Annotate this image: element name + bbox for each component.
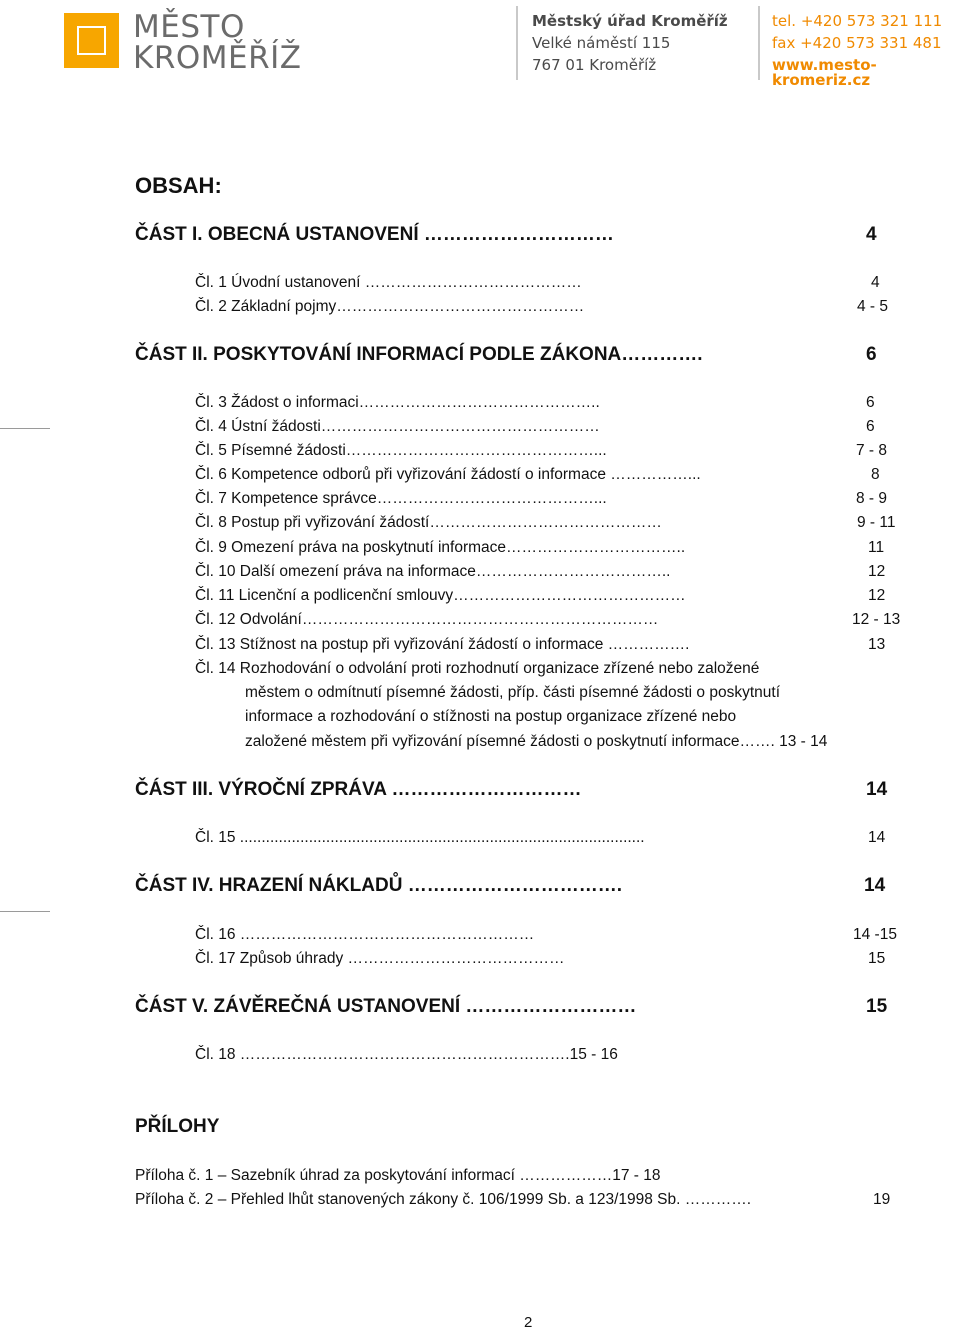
toc-item-page: 7 - 8 <box>856 442 888 459</box>
address-line-3: 767 01 Kroměříž <box>532 56 657 74</box>
toc-item[interactable]: Čl. 1 Úvodní ustanovení …………………………………… <box>195 274 582 291</box>
part-label: ČÁST V. ZÁVĚREČNÁ USTANOVENÍ ……………………… <box>135 996 637 1017</box>
toc-item-page: 12 <box>868 563 886 580</box>
toc-part-2[interactable] <box>135 344 703 366</box>
part-page: 14 <box>866 779 888 800</box>
toc-item[interactable]: Čl. 18 ……………………………………………………….15 - 16 <box>195 1046 618 1063</box>
part-label: ČÁST I. OBECNÁ USTANOVENÍ ………………………… <box>135 224 614 245</box>
logo-line-1: MĚSTO <box>133 9 245 45</box>
toc-item[interactable]: Čl. 9 Omezení práva na poskytnutí informace…………………………….. <box>195 539 686 556</box>
toc-item[interactable]: Čl. 13 Stížnost na postup při vyřizování žádostí o informace ……………. <box>195 636 690 653</box>
toc-item-page: 14 -15 <box>853 926 897 943</box>
part-page: 14 <box>864 875 886 896</box>
part-page: 6 <box>866 344 877 365</box>
header-divider <box>758 6 760 80</box>
phone-line: tel. +420 573 321 111 <box>772 12 943 30</box>
part-page: 15 <box>866 996 888 1017</box>
toc-item-page: 12 <box>868 587 886 604</box>
fax-line: fax +420 573 331 481 <box>772 34 942 52</box>
toc-item[interactable]: Čl. 3 Žádost o informaci……………………………………….. <box>195 394 600 411</box>
appendix-item-2[interactable]: Příloha č. 2 – Přehled lhůt stanovených zákony č. 106/1999 Sb. a 123/1998 Sb. …………. <box>135 1191 752 1208</box>
part-label: ČÁST II. POSKYTOVÁNÍ INFORMACÍ PODLE ZÁKONA…………. <box>135 344 703 365</box>
toc-item[interactable]: Čl. 11 Licenční a podlicenční smlouvy……………………………………… <box>195 587 686 604</box>
toc-item[interactable]: Čl. 10 Další omezení práva na informace……………………………….. <box>195 563 671 580</box>
toc-part-1[interactable] <box>135 224 614 246</box>
toc-item-continued: městem o odmítnutí písemné žádosti, příp. části písemné žádosti o poskytnutí <box>245 684 781 701</box>
toc-item-page: 4 <box>871 274 880 291</box>
appendix-item-page: 19 <box>873 1191 891 1208</box>
toc-item-page: 4 - 5 <box>857 298 889 315</box>
part-page: 4 <box>866 224 877 245</box>
toc-item-page: 9 - 11 <box>857 514 896 531</box>
toc-item-continued: informace a rozhodování o stížnosti na postup organizace zřízené nebo <box>245 708 737 725</box>
margin-mark <box>0 428 50 429</box>
margin-mark <box>0 911 50 912</box>
toc-item-page: 11 <box>868 539 885 556</box>
address-line-2: Velké náměstí 115 <box>532 34 671 52</box>
toc-item-page: 8 - 9 <box>856 490 888 507</box>
toc-item[interactable]: Čl. 15 .............................................................................................. <box>195 829 645 846</box>
appendix-item-1[interactable]: Příloha č. 1 – Sazebník úhrad za poskytování informací ………………17 - 18 <box>135 1167 661 1184</box>
logo-line-2: KROMĚŘÍŽ <box>133 40 302 76</box>
part-label: ČÁST IV. HRAZENÍ NÁKLADŮ ……………………………. <box>135 875 622 896</box>
website-link[interactable]: www.mesto-kromeriz.cz <box>772 56 877 89</box>
toc-item-continued: založené městem při vyřizování písemné žádosti o poskytnutí informace……. 13 - 14 <box>245 733 828 750</box>
toc-item-page: 6 <box>866 394 875 411</box>
toc-item[interactable]: Čl. 5 Písemné žádosti…………………………………………... <box>195 442 607 459</box>
header-divider <box>516 6 518 80</box>
toc-item-page: 8 <box>871 466 880 483</box>
toc-item[interactable]: Čl. 8 Postup při vyřizování žádostí……………………………………… <box>195 514 662 531</box>
toc-part-3[interactable] <box>135 779 582 801</box>
toc-item-page: 14 <box>868 829 886 846</box>
toc-item-page: 13 <box>868 636 886 653</box>
address-line-1: Městský úřad Kroměříž <box>532 12 728 30</box>
part-label: ČÁST III. VÝROČNÍ ZPRÁVA ………………………… <box>135 779 582 800</box>
toc-item[interactable]: Čl. 7 Kompetence správce……………………………………... <box>195 490 607 507</box>
toc-item[interactable]: Čl. 6 Kompetence odborů při vyřizování žádostí o informace ……………... <box>195 466 701 483</box>
toc-item[interactable]: Čl. 17 Způsob úhrady …………………………………… <box>195 950 565 967</box>
toc-item-page: 12 - 13 <box>852 611 901 628</box>
toc-item[interactable]: Čl. 16 ………………………………………………… <box>195 926 535 943</box>
toc-item-page: 15 <box>868 950 886 967</box>
toc-item[interactable]: Čl. 14 Rozhodování o odvolání proti rozhodnutí organizace zřízené nebo založené <box>195 660 760 677</box>
toc-item[interactable]: Čl. 2 Základní pojmy………………………………………… <box>195 298 585 315</box>
toc-part-4[interactable] <box>135 875 622 897</box>
toc-item-page: 6 <box>866 418 875 435</box>
city-logo-mark <box>64 13 119 68</box>
toc-title: OBSAH: <box>135 173 222 198</box>
appendices-title: PŘÍLOHY <box>135 1116 220 1137</box>
page-number: 2 <box>524 1314 533 1331</box>
toc-part-5[interactable] <box>135 996 636 1018</box>
toc-item[interactable]: Čl. 12 Odvolání…………………………………………………………… <box>195 611 659 628</box>
toc-item[interactable]: Čl. 4 Ústní žádosti……………………………………………… <box>195 418 600 435</box>
